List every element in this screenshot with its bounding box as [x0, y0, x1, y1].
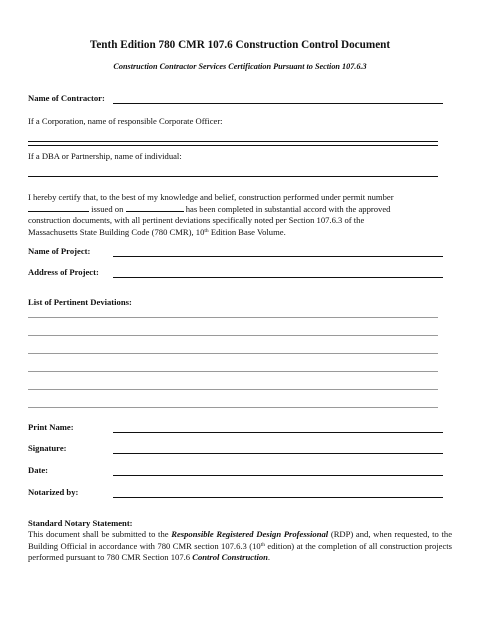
project-name-label: Name of Project:	[28, 246, 91, 256]
date-label: Date:	[28, 465, 49, 475]
document-subtitle: Construction Contractor Services Certification Pursuant to Section 107.6.3	[113, 62, 367, 71]
permit-number-field[interactable]	[28, 203, 89, 212]
corporate-officer-label: If a Corporation, name of responsible Corporate Officer:	[28, 116, 223, 126]
certification-paragraph	[28, 192, 452, 238]
date-field[interactable]	[113, 475, 443, 476]
notary-statement: This document shall be submitted to the Responsible Registered Design Professional (RDP) and, when requested, to the Building Official in accordance with 780 CMR section 107.6.3 (10th edition) at the completion of all construction projects performed pursuant to 780 CMR Section 107.6 Control Construction.	[28, 529, 453, 563]
notary-heading: Standard Notary Statement:	[28, 518, 133, 528]
certification-line-2	[28, 203, 452, 215]
certification-line-1: I hereby certify that, to the best of my knowledge and belief, construction performed under permit number	[28, 192, 394, 202]
deviation-line[interactable]	[28, 317, 438, 318]
certification-line-3: construction documents, with all pertinent deviations specifically noted per Section 107.6.3 of the	[28, 215, 365, 226]
deviation-line[interactable]	[28, 407, 438, 408]
corporate-officer-field[interactable]	[28, 141, 438, 142]
rdp-term: Responsible Registered Design Professional	[171, 529, 329, 539]
print-name-field[interactable]	[113, 432, 443, 433]
completed-text: has been completed in substantial accord with the approved	[185, 204, 391, 215]
deviation-line[interactable]	[28, 353, 438, 354]
signature-label: Signature:	[28, 443, 67, 453]
issue-date-field[interactable]	[126, 203, 184, 212]
contractor-name-field[interactable]	[113, 103, 443, 104]
project-name-field[interactable]	[113, 256, 443, 257]
issued-on-text: issued on	[91, 204, 124, 215]
deviation-line[interactable]	[28, 335, 438, 336]
document-title: Tenth Edition 780 CMR 107.6 Construction Control Document	[89, 39, 391, 51]
notarized-by-label: Notarized by:	[28, 487, 79, 497]
contractor-name-label: Name of Contractor:	[28, 93, 105, 103]
certification-line-4: Massachusetts State Building Code (780 CMR), 10th Edition Base Volume.	[28, 226, 286, 237]
dba-individual-field[interactable]	[28, 176, 438, 177]
control-construction-term: Control Construction	[192, 552, 268, 563]
dba-label: If a DBA or Partnership, name of individual:	[28, 151, 182, 161]
deviation-line[interactable]	[28, 371, 438, 372]
signature-field[interactable]	[113, 453, 443, 454]
project-address-label: Address of Project:	[28, 267, 99, 277]
deviation-line[interactable]	[28, 389, 438, 390]
deviations-label: List of Pertinent Deviations:	[28, 297, 132, 307]
notarized-by-field[interactable]	[113, 497, 443, 498]
print-name-label: Print Name:	[28, 422, 74, 432]
corporate-officer-field-underline	[28, 145, 438, 146]
project-address-field[interactable]	[113, 277, 443, 278]
